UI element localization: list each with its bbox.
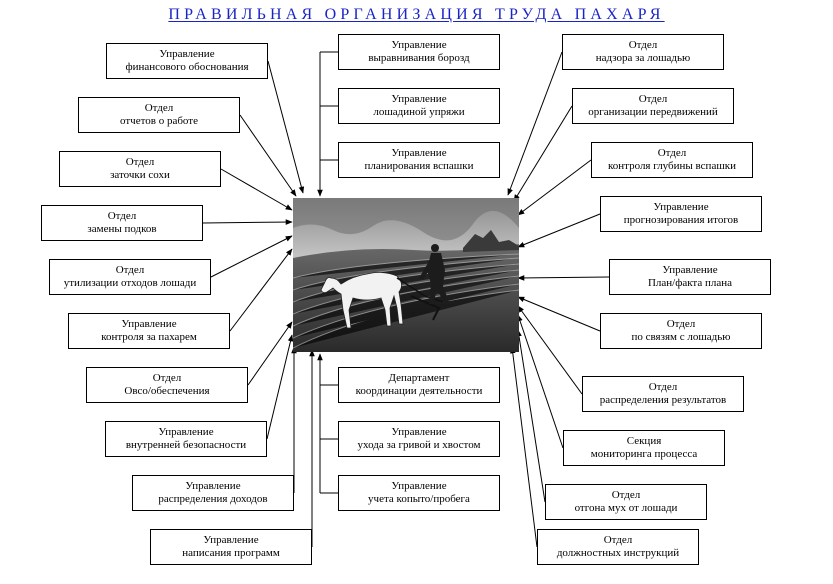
org-unit-box <box>41 205 203 241</box>
org-unit-box <box>562 34 724 70</box>
org-unit-name: организации передвижений <box>588 106 718 118</box>
org-unit-name: ухода за гривой и хвостом <box>357 439 481 451</box>
org-unit-type: Отдел <box>125 156 155 168</box>
connector-arrow <box>240 115 296 196</box>
org-unit-box <box>600 313 762 349</box>
org-unit-name: отчетов о работе <box>120 115 198 127</box>
org-unit-box <box>105 421 267 457</box>
org-unit-name: заточки сохи <box>110 169 170 181</box>
org-unit-name: контроля за пахарем <box>101 331 197 343</box>
org-unit-box <box>591 142 753 178</box>
org-unit-box <box>59 151 221 187</box>
org-unit-box <box>572 88 734 124</box>
connector-arrow <box>268 61 303 193</box>
org-unit-box <box>150 529 312 565</box>
connector-arrow <box>211 236 292 277</box>
org-unit-name: утилизации отходов лошади <box>63 277 197 289</box>
org-unit-box <box>537 529 699 565</box>
connector-arrow <box>248 322 292 385</box>
org-unit-name: координации деятельности <box>355 385 483 397</box>
org-unit-name: контроля глубины вспашки <box>607 160 737 172</box>
org-unit-type: Управление <box>391 93 447 105</box>
org-unit-type: Управление <box>662 264 718 276</box>
org-unit-type: Управление <box>391 480 447 492</box>
org-unit-name: учета копыто/пробега <box>368 493 470 505</box>
org-unit-name: распределения доходов <box>158 493 268 505</box>
connector-arrow <box>518 297 600 331</box>
org-unit-box <box>132 475 294 511</box>
org-unit-box <box>338 88 500 124</box>
org-unit-box <box>338 421 500 457</box>
org-unit-type: Управление <box>653 201 709 213</box>
org-unit-name: замены подков <box>87 223 157 235</box>
org-unit-type: Отдел <box>657 147 687 159</box>
org-unit-type: Отдел <box>152 372 182 384</box>
connector-arrow <box>518 214 600 247</box>
org-unit-box <box>338 475 500 511</box>
connector-arrow <box>518 160 591 215</box>
org-unit-box <box>338 367 500 403</box>
org-unit-type: Управление <box>391 147 447 159</box>
org-unit-name: распределения результатов <box>599 394 727 406</box>
org-unit-type: Отдел <box>603 534 633 546</box>
org-unit-type: Управление <box>121 318 177 330</box>
org-unit-type: Управление <box>203 534 259 546</box>
org-unit-type: Управление <box>391 39 447 51</box>
org-unit-box <box>545 484 707 520</box>
org-unit-name: выравнивания борозд <box>368 52 470 64</box>
org-unit-name: надзора за лошадью <box>595 52 691 64</box>
connector-arrow <box>518 277 609 278</box>
org-unit-box <box>49 259 211 295</box>
connector-arrow <box>518 315 563 448</box>
org-unit-type: Отдел <box>638 93 668 105</box>
org-unit-type: Управление <box>159 48 215 60</box>
org-unit-box <box>582 376 744 412</box>
org-unit-name: отгона мух от лошади <box>574 502 678 514</box>
org-unit-type: Отдел <box>107 210 137 222</box>
org-unit-type: Отдел <box>648 381 678 393</box>
org-unit-name: планирования вспашки <box>364 160 474 172</box>
org-unit-box <box>563 430 725 466</box>
org-unit-box <box>338 34 500 70</box>
org-unit-box <box>78 97 240 133</box>
org-unit-name: финансового обоснования <box>125 61 249 73</box>
org-unit-type: Управление <box>391 426 447 438</box>
chart-title: ПРАВИЛЬНАЯ ОРГАНИЗАЦИЯ ТРУДА ПАХАРЯ <box>168 6 665 23</box>
org-unit-name: внутренней безопасности <box>125 439 247 451</box>
org-unit-name: должностных инструкций <box>556 547 680 559</box>
connector-arrow <box>203 222 292 223</box>
org-unit-name: План/факта плана <box>647 277 733 289</box>
org-unit-type: Отдел <box>666 318 696 330</box>
org-unit-box <box>600 196 762 232</box>
org-unit-type: Отдел <box>611 489 641 501</box>
connector-arrow <box>508 52 562 195</box>
org-unit-name: Овсо/обеспечения <box>124 385 210 397</box>
org-unit-box <box>609 259 771 295</box>
org-unit-type: Секция <box>626 435 662 447</box>
org-unit-type: Отдел <box>628 39 658 51</box>
org-unit-type: Управление <box>185 480 241 492</box>
org-unit-type: Управление <box>158 426 214 438</box>
ploughman-illustration <box>293 198 519 352</box>
org-unit-name: прогнозирования итогов <box>623 214 739 226</box>
connector-arrow <box>230 249 292 331</box>
connector-arrow <box>514 106 572 201</box>
org-unit-type: Отдел <box>115 264 145 276</box>
org-unit-name: по связям с лошадью <box>631 331 731 343</box>
org-unit-type: Отдел <box>144 102 174 114</box>
org-unit-name: лошадиной упряжи <box>373 106 465 118</box>
org-unit-name: мониторинга процесса <box>590 448 698 460</box>
org-unit-name: написания программ <box>182 547 280 559</box>
connector-arrow <box>267 335 292 439</box>
org-unit-box <box>106 43 268 79</box>
org-unit-type: Департамент <box>388 372 450 384</box>
connector-arrow <box>512 347 537 547</box>
org-unit-box <box>68 313 230 349</box>
org-unit-box <box>86 367 248 403</box>
org-unit-box <box>338 142 500 178</box>
